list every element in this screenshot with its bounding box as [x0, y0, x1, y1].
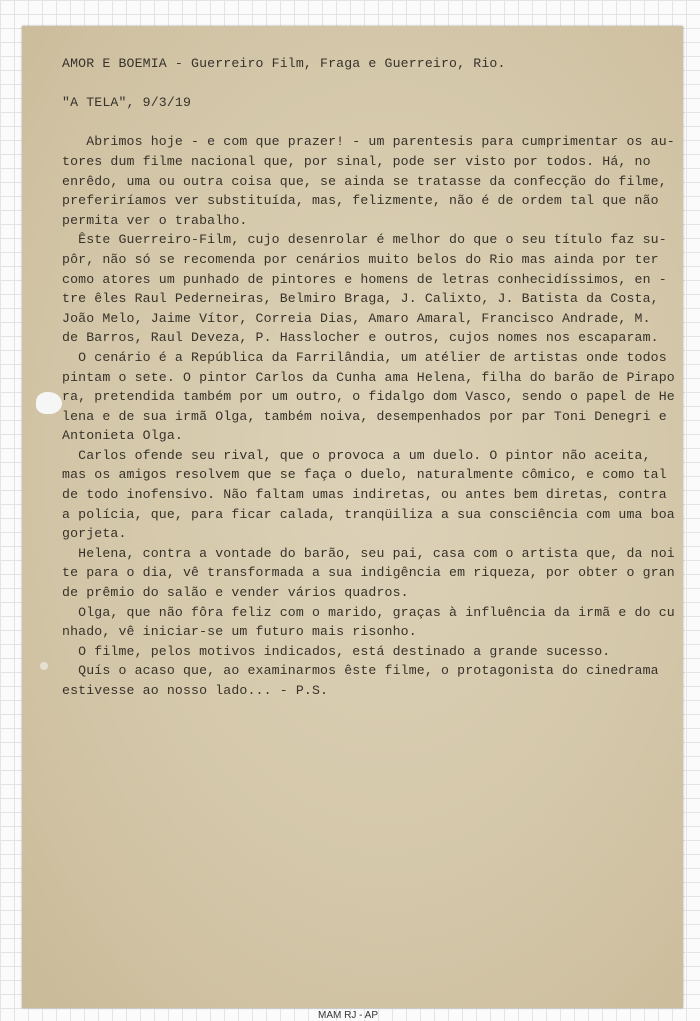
- text-line: gorjeta.: [62, 526, 127, 542]
- text-line: te para o dia, vê transformada a sua indigência em riqueza, por obter o gran: [62, 565, 675, 581]
- typed-text-block: [62, 54, 675, 701]
- heading: AMOR E BOEMIA - Guerreiro Film, Fraga e Guerreiro, Rio.: [62, 56, 506, 71]
- body-text: [62, 132, 675, 700]
- text-line: estivesse ao nosso lado... - P.S.: [62, 683, 329, 698]
- paper-stain: [40, 662, 48, 670]
- text-line: Helena, contra a vontade do barão, seu pai, casa com o artista que, da noi: [62, 545, 675, 561]
- source-line: "A TELA", 9/3/19: [62, 95, 192, 111]
- text-line: preferiríamos ver substituída, mas, felizmente, não é de ordem tal que não: [62, 193, 659, 209]
- text-line: de prêmio do salão e vender vários quadros.: [62, 585, 409, 601]
- text-line: Olga, que não fôra feliz com o marido, graças à influência da irmã e do cu: [62, 604, 675, 620]
- text-line: Abrimos hoje - e com que prazer! - um parentesis para cumprimentar os au-: [62, 134, 675, 150]
- text-line: O cenário é a República da Farrilândia, um atélier de artistas onde todos: [62, 349, 667, 365]
- text-line: permita ver o trabalho.: [62, 212, 248, 228]
- text-line: Quís o acaso que, ao examinarmos êste filme, o protagonista do cinedrama: [62, 663, 659, 679]
- text-line: lena e de sua irmã Olga, também noiva, desempenhados por par Toni Denegri e: [62, 408, 667, 424]
- text-line: pintam o sete. O pintor Carlos da Cunha ama Helena, filha do barão de Pirapo: [62, 369, 675, 385]
- text-line: como atores um punhado de pintores e homens de letras conhecidíssimos, en -: [62, 271, 667, 287]
- text-line: João Melo, Jaime Vítor, Correia Dias, Amaro Amaral, Francisco Andrade, M.: [62, 310, 651, 326]
- text-line: mas os amigos resolvem que se faça o duelo, naturalmente cômico, e como tal: [62, 467, 667, 483]
- text-line: ra, pretendida também por um outro, o fidalgo dom Vasco, sendo o papel de He: [62, 389, 675, 405]
- text-line: nhado, vê iniciar-se um futuro mais risonho.: [62, 624, 417, 640]
- paper-damage-hole: [36, 392, 62, 414]
- text-line: tre êles Raul Pederneiras, Belmiro Braga, J. Calixto, J. Batista da Costa,: [62, 291, 659, 307]
- text-line: Antonieta Olga.: [62, 428, 183, 444]
- document-sheet: [22, 26, 683, 1008]
- text-line: a polícia, que, para ficar calada, tranqüiliza a sua consciência com uma boa: [62, 506, 675, 522]
- text-line: tores dum filme nacional que, por sinal, pode ser visto por todos. Há, no: [62, 153, 651, 169]
- text-line: enrêdo, uma ou outra coisa que, se ainda se tratasse da confecção do filme,: [62, 173, 667, 189]
- text-line: de Barros, Raul Deveza, P. Hasslocher e outros, cujos nomes nos escaparam.: [62, 330, 659, 346]
- text-line: Carlos ofende seu rival, que o provoca a um duelo. O pintor não aceita,: [62, 447, 651, 463]
- text-line: O filme, pelos motivos indicados, está destinado a grande sucesso.: [62, 643, 611, 659]
- text-line: Êste Guerreiro-Film, cujo desenrolar é melhor do que o seu título faz su-: [62, 232, 667, 248]
- text-line: pôr, não só se recomenda por cenários muito belos do Rio mas ainda por ter: [62, 251, 659, 267]
- archive-stamp: MAM RJ - AP: [318, 1010, 379, 1021]
- text-line: de todo inofensivo. Não faltam umas indiretas, ou antes bem diretas, contra: [62, 487, 667, 503]
